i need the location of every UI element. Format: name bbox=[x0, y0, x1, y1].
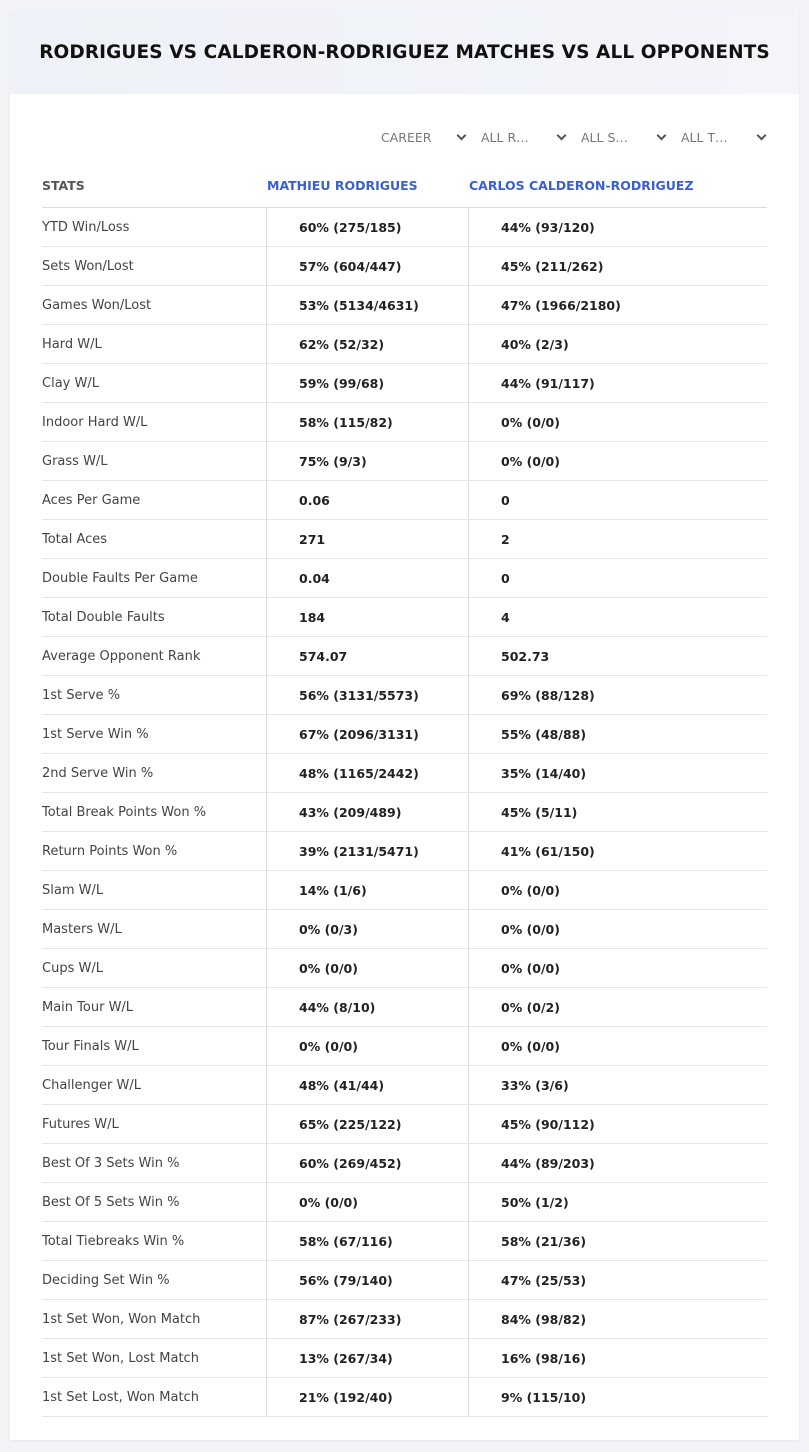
stat-label: Aces Per Game bbox=[42, 481, 267, 519]
player2-value: 0 bbox=[501, 492, 510, 508]
table-row bbox=[42, 1144, 767, 1183]
table-row bbox=[42, 247, 767, 286]
stat-label: 1st Set Won, Lost Match bbox=[42, 1339, 267, 1377]
player2-value: 502.73 bbox=[501, 648, 550, 664]
stat-label: Best Of 5 Sets Win % bbox=[42, 1183, 267, 1221]
table-row bbox=[42, 1339, 767, 1378]
table-row bbox=[42, 1222, 767, 1261]
stat-label: Masters W/L bbox=[42, 910, 267, 948]
stat-label: 1st Serve Win % bbox=[42, 715, 267, 753]
stat-label: YTD Win/Loss bbox=[42, 208, 267, 246]
player2-value: 50% (1/2) bbox=[501, 1194, 569, 1210]
stat-label: Slam W/L bbox=[42, 871, 267, 909]
player2-value: 4 bbox=[501, 609, 510, 625]
stat-label: 1st Serve % bbox=[42, 676, 267, 714]
player1-value: 0.04 bbox=[267, 559, 469, 597]
player1-value: 44% (8/10) bbox=[267, 988, 469, 1026]
player1-value: 56% (79/140) bbox=[267, 1261, 469, 1299]
player2-link[interactable]: CARLOS CALDERON-RODRIGUEZ bbox=[469, 178, 694, 193]
player1-value: 0% (0/0) bbox=[267, 1183, 469, 1221]
player1-link[interactable]: MATHIEU RODRIGUES bbox=[267, 178, 418, 193]
stat-label: Total Tiebreaks Win % bbox=[42, 1222, 267, 1260]
player2-value: 0% (0/0) bbox=[501, 882, 560, 898]
player2-value: 45% (211/262) bbox=[501, 258, 604, 274]
table-row bbox=[42, 1105, 767, 1144]
player1-value: 271 bbox=[267, 520, 469, 558]
chevron-down-icon bbox=[757, 130, 767, 140]
chevron-down-icon bbox=[657, 130, 667, 140]
player2-value: 9% (115/10) bbox=[501, 1389, 587, 1405]
player2-value: 44% (89/203) bbox=[501, 1155, 595, 1171]
stat-label: Indoor Hard W/L bbox=[42, 403, 267, 441]
stat-label: Futures W/L bbox=[42, 1105, 267, 1143]
table-row bbox=[42, 871, 767, 910]
stat-label: Total Double Faults bbox=[42, 598, 267, 636]
stat-label: Games Won/Lost bbox=[42, 286, 267, 324]
player2-value: 35% (14/40) bbox=[501, 765, 587, 781]
table-body bbox=[42, 208, 767, 1417]
table-row bbox=[42, 1027, 767, 1066]
table-row bbox=[42, 1378, 767, 1417]
stat-label: Best Of 3 Sets Win % bbox=[42, 1144, 267, 1182]
player1-value: 48% (41/44) bbox=[267, 1066, 469, 1104]
stat-label: 1st Set Lost, Won Match bbox=[42, 1378, 267, 1416]
stat-label: 2nd Serve Win % bbox=[42, 754, 267, 792]
player1-value: 48% (1165/2442) bbox=[267, 754, 469, 792]
player1-value: 184 bbox=[267, 598, 469, 636]
player2-value: 0% (0/0) bbox=[501, 960, 560, 976]
player1-value: 67% (2096/3131) bbox=[267, 715, 469, 753]
table-row bbox=[42, 715, 767, 754]
stat-label: Total Break Points Won % bbox=[42, 793, 267, 831]
table-row bbox=[42, 637, 767, 676]
filter-round-select[interactable] bbox=[481, 126, 567, 148]
chevron-down-icon bbox=[557, 130, 567, 140]
player2-value: 0% (0/0) bbox=[501, 1038, 560, 1054]
player2-value: 0% (0/2) bbox=[501, 999, 560, 1015]
stat-label: Challenger W/L bbox=[42, 1066, 267, 1104]
stat-label: Deciding Set Win % bbox=[42, 1261, 267, 1299]
filter-tournament-select[interactable] bbox=[681, 126, 767, 148]
player1-value: 13% (267/34) bbox=[267, 1339, 469, 1377]
stat-label: Tour Finals W/L bbox=[42, 1027, 267, 1065]
player1-value: 0% (0/0) bbox=[267, 1027, 469, 1065]
player1-value: 53% (5134/4631) bbox=[267, 286, 469, 324]
player1-value: 60% (275/185) bbox=[267, 208, 469, 246]
player2-value: 41% (61/150) bbox=[501, 843, 595, 859]
player2-value: 45% (90/112) bbox=[501, 1116, 595, 1132]
player1-value: 58% (115/82) bbox=[267, 403, 469, 441]
stats-table bbox=[42, 164, 767, 1417]
player1-value: 0% (0/3) bbox=[267, 910, 469, 948]
table-row bbox=[42, 598, 767, 637]
player2-value: 58% (21/36) bbox=[501, 1233, 587, 1249]
player1-value: 65% (225/122) bbox=[267, 1105, 469, 1143]
filter-bar bbox=[381, 126, 767, 148]
player2-value: 69% (88/128) bbox=[501, 687, 595, 703]
player1-value: 574.07 bbox=[267, 637, 469, 675]
stats-card bbox=[10, 10, 799, 1440]
table-row bbox=[42, 481, 767, 520]
player2-value: 47% (1966/2180) bbox=[501, 297, 621, 313]
player1-value: 0% (0/0) bbox=[267, 949, 469, 987]
table-row bbox=[42, 286, 767, 325]
table-row bbox=[42, 442, 767, 481]
table-row bbox=[42, 208, 767, 247]
table-row bbox=[42, 325, 767, 364]
player2-value: 0% (0/0) bbox=[501, 414, 560, 430]
filter-surface-select[interactable] bbox=[581, 126, 667, 148]
player1-value: 39% (2131/5471) bbox=[267, 832, 469, 870]
table-row bbox=[42, 754, 767, 793]
stat-label: Main Tour W/L bbox=[42, 988, 267, 1026]
stat-label: 1st Set Won, Won Match bbox=[42, 1300, 267, 1338]
player1-value: 43% (209/489) bbox=[267, 793, 469, 831]
table-row bbox=[42, 364, 767, 403]
table-row bbox=[42, 403, 767, 442]
table-row bbox=[42, 1066, 767, 1105]
player2-value: 44% (93/120) bbox=[501, 219, 595, 235]
stats-column-header: STATS bbox=[42, 178, 85, 193]
player1-value: 58% (67/116) bbox=[267, 1222, 469, 1260]
stat-label: Hard W/L bbox=[42, 325, 267, 363]
player1-value: 21% (192/40) bbox=[267, 1378, 469, 1416]
player2-value: 44% (91/117) bbox=[501, 375, 595, 391]
table-header bbox=[42, 164, 767, 208]
table-row bbox=[42, 988, 767, 1027]
filter-label: ALL R… bbox=[481, 129, 529, 145]
table-row bbox=[42, 910, 767, 949]
stat-label: Return Points Won % bbox=[42, 832, 267, 870]
stat-label: Double Faults Per Game bbox=[42, 559, 267, 597]
player1-value: 62% (52/32) bbox=[267, 325, 469, 363]
table-row bbox=[42, 1261, 767, 1300]
table-row bbox=[42, 559, 767, 598]
stat-label: Clay W/L bbox=[42, 364, 267, 402]
player2-value: 84% (98/82) bbox=[501, 1311, 587, 1327]
chevron-down-icon bbox=[457, 130, 467, 140]
player1-value: 0.06 bbox=[267, 481, 469, 519]
table-row bbox=[42, 676, 767, 715]
player1-value: 57% (604/447) bbox=[267, 247, 469, 285]
player2-value: 0% (0/0) bbox=[501, 453, 560, 469]
table-row bbox=[42, 832, 767, 871]
table-row bbox=[42, 1183, 767, 1222]
player1-value: 14% (1/6) bbox=[267, 871, 469, 909]
stat-label: Total Aces bbox=[42, 520, 267, 558]
stat-label: Sets Won/Lost bbox=[42, 247, 267, 285]
player1-value: 60% (269/452) bbox=[267, 1144, 469, 1182]
player2-value: 45% (5/11) bbox=[501, 804, 578, 820]
stat-label: Grass W/L bbox=[42, 442, 267, 480]
filter-period-select[interactable] bbox=[381, 126, 467, 148]
stat-label: Average Opponent Rank bbox=[42, 637, 267, 675]
player2-value: 2 bbox=[501, 531, 510, 547]
filter-label: CAREER bbox=[381, 129, 432, 145]
player2-value: 55% (48/88) bbox=[501, 726, 587, 742]
table-row bbox=[42, 949, 767, 988]
filter-label: ALL T… bbox=[681, 129, 728, 145]
stat-label: Cups W/L bbox=[42, 949, 267, 987]
player1-value: 56% (3131/5573) bbox=[267, 676, 469, 714]
player2-value: 0% (0/0) bbox=[501, 921, 560, 937]
page-title: RODRIGUES VS CALDERON-RODRIGUEZ MATCHES VS ALL OPPONENTS bbox=[39, 41, 770, 63]
player2-value: 47% (25/53) bbox=[501, 1272, 587, 1288]
player2-value: 16% (98/16) bbox=[501, 1350, 587, 1366]
player2-value: 33% (3/6) bbox=[501, 1077, 569, 1093]
player2-value: 40% (2/3) bbox=[501, 336, 569, 352]
table-row bbox=[42, 520, 767, 559]
player1-value: 87% (267/233) bbox=[267, 1300, 469, 1338]
table-row bbox=[42, 793, 767, 832]
filter-label: ALL S… bbox=[581, 129, 628, 145]
card-header bbox=[10, 10, 799, 94]
player2-value: 0 bbox=[501, 570, 510, 586]
player1-value: 59% (99/68) bbox=[267, 364, 469, 402]
table-row bbox=[42, 1300, 767, 1339]
player1-value: 75% (9/3) bbox=[267, 442, 469, 480]
